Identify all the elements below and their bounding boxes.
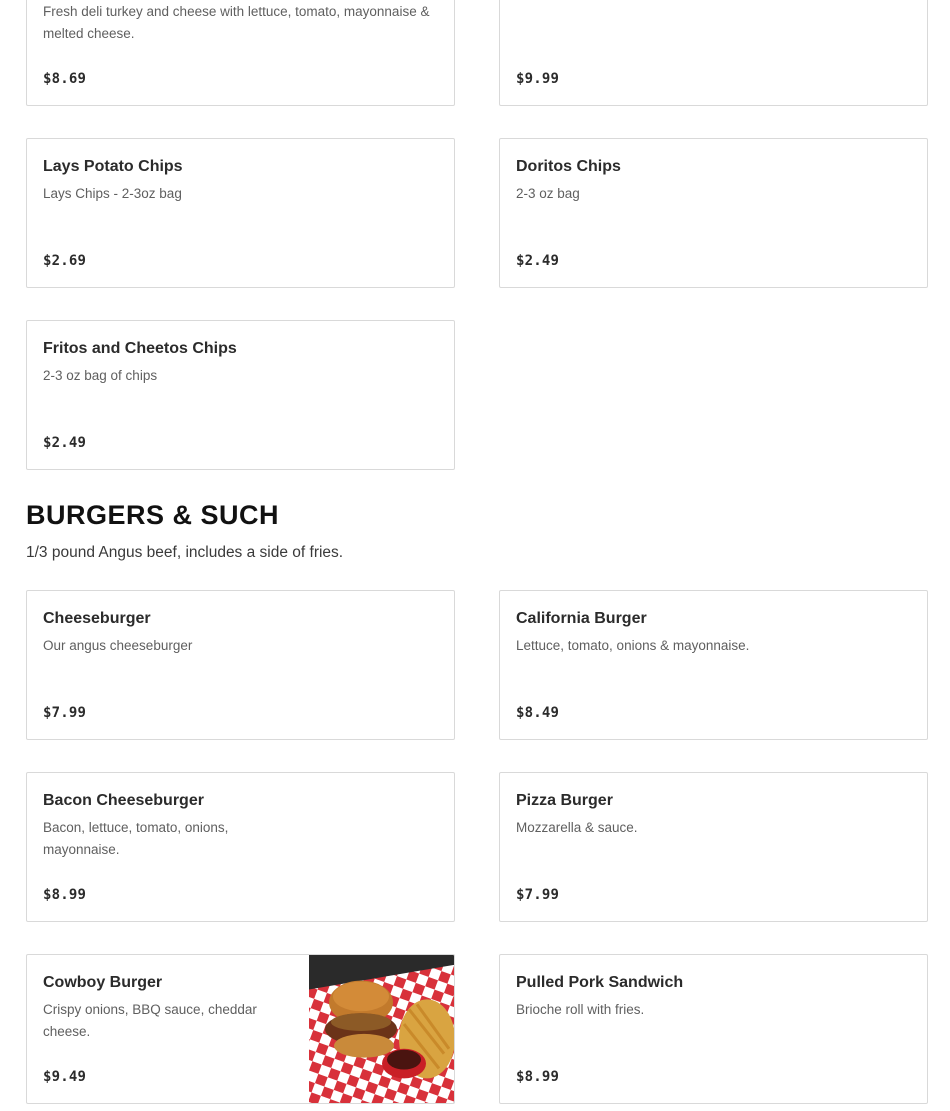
item-name: Lays Potato Chips [43,158,183,175]
item-description: Lettuce, tomato, onions & mayonnaise. [516,638,750,653]
item-name: Cowboy Burger [43,974,163,991]
item-name: California Burger [516,610,647,627]
item-description: 2-3 oz bag [516,186,580,201]
item-name: Pulled Pork Sandwich [516,974,684,991]
section-description: 1/3 pound Angus beef, includes a side of fries. [26,544,344,561]
item-price: $8.99 [516,1069,560,1085]
menu-item-card[interactable] [499,138,928,288]
menu-item-card[interactable] [26,138,455,288]
item-description: Crispy onions, BBQ sauce, cheddar cheese. [43,1002,257,1039]
menu-item-card[interactable] [26,772,455,922]
item-price: $7.99 [43,705,87,721]
item-name: Pizza Burger [516,792,613,809]
section-title: BURGERS & SUCH [26,500,280,530]
item-price: $8.99 [43,887,87,903]
item-price: $2.49 [516,253,560,269]
item-price: $9.49 [43,1069,87,1085]
burger-with-fries-photo [309,955,454,1103]
item-price: $2.69 [43,253,87,269]
item-price: $9.99 [516,71,560,87]
menu-item-card[interactable] [499,954,928,1104]
menu-item-card[interactable] [26,954,455,1104]
item-price: $2.49 [43,435,87,451]
item-description: 2-3 oz bag of chips [43,368,158,383]
item-price: $8.69 [43,71,87,87]
menu-item-card[interactable] [499,0,928,106]
item-name: Bacon Cheeseburger [43,792,204,809]
item-price: $7.99 [516,887,560,903]
menu-item-card[interactable] [26,590,455,740]
item-description: Lays Chips - 2-3oz bag [43,186,182,201]
item-name: Fritos and Cheetos Chips [43,340,237,357]
menu-item-card[interactable] [499,772,928,922]
item-description: Brioche roll with fries. [516,1002,645,1017]
menu-item-card[interactable] [26,320,455,470]
menu-item-card[interactable] [26,0,455,106]
menu-item-card[interactable] [499,590,928,740]
item-description: Fresh deli turkey and cheese with lettuce, tomato, mayonnaise & melted cheese. [43,4,430,41]
item-price: $8.49 [516,705,560,721]
item-description: Mozzarella & sauce. [516,820,638,835]
item-name: Doritos Chips [516,158,621,175]
item-description: Our angus cheeseburger [43,638,193,653]
item-description: Bacon, lettuce, tomato, onions, mayonnaise. [43,820,229,857]
item-name: Cheeseburger [43,610,151,627]
